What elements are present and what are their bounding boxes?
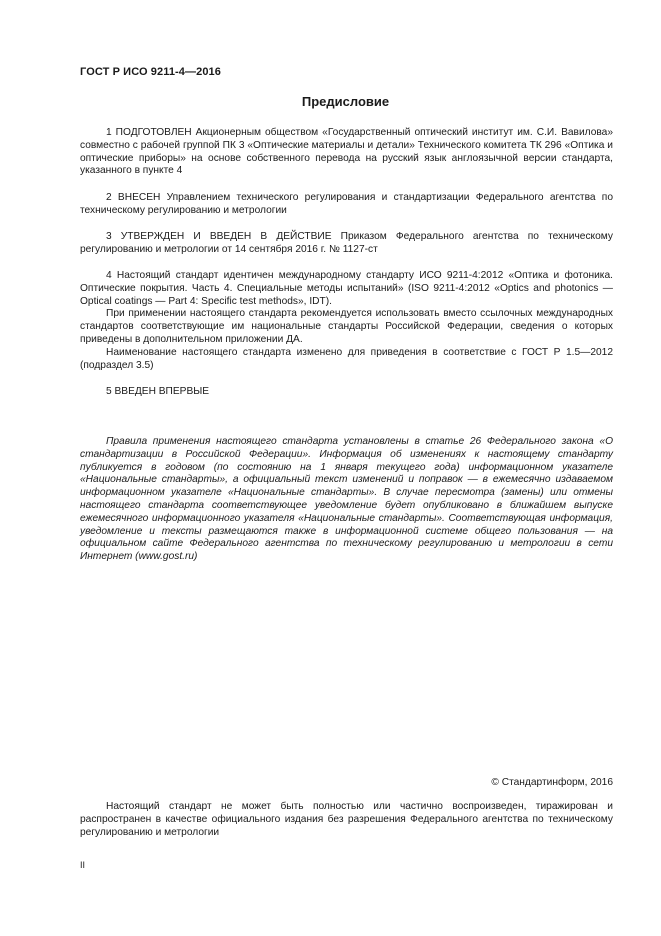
section-2-text: 2 ВНЕСЕН Управлением технического регулирования и стандартизации Федерального агентства по техническому регулированию и метрологии bbox=[80, 192, 613, 216]
section-4 bbox=[80, 270, 613, 372]
section-3 bbox=[80, 231, 613, 257]
rules-notice-text: Правила применения настоящего стандарта установлены в статье 26 Федерального закона «О стандартизации в Российской Федерации». Информация об изменениях к настоящему стандарту публикуется в годовом (по состоянию на 1 января текущего года) информационном указателе «Национальные стандарты», а официальный текст изменений и поправок — в ежемесячно издаваемом информационном указателе «Национальные стандарты». В случае пересмотра (замены) или отмены настоящего стандарта соответствующее уведомление будет опубликовано в ближайшем выпуске ежемесячного информационного указателя «Национальные стандарты». Соответствующая информация, уведомление и тексты размещаются также в информационной системе общего пользования — на официальном сайте Федерального агентства по техническому регулированию и метрологии в сети Интернет (www.gost.ru) bbox=[80, 436, 613, 563]
section-2 bbox=[80, 192, 613, 218]
page-title: Предисловие bbox=[301, 94, 390, 109]
reproduction-notice-text: Настоящий стандарт не может быть полностью или частично воспроизведен, тиражирован и распространен в качестве официального издания без разрешения Федерального агентства по техническому регулированию и метрологии bbox=[80, 801, 613, 838]
copyright: © Стандартинформ, 2016 bbox=[491, 777, 613, 788]
section-5-text: 5 ВВЕДЕН ВПЕРВЫЕ bbox=[106, 386, 210, 397]
section-4-text: 4 Настоящий стандарт идентичен международному стандарту ИСО 9211-4:2012 «Оптика и фотоника. Оптические покрытия. Часть 4. Специальные методы испытаний» (ISO 9211-4:2012 «Optics and photonics — Optical coatings — Part 4: Specific test methods», IDT). bbox=[80, 270, 613, 307]
section-1-text: 1 ПОДГОТОВЛЕН Акционерным обществом «Государственный оптический институт им. С.И. Вавилова» совместно с рабочей группой ПК 3 «Оптические материалы и детали» Технического комитета ТК 296 «Оптика и оптические приборы» на основе собственного перевода на русский язык англоязычной версии стандарта, указанного в пункте 4 bbox=[80, 127, 613, 177]
section-5 bbox=[80, 386, 613, 399]
rules-notice bbox=[80, 436, 613, 564]
reproduction-notice bbox=[80, 801, 613, 839]
section-4-refs-text: При применении настоящего стандарта рекомендуется использовать вместо ссылочных международных стандартов соответствующие им национальные стандарты Российской Федерации, сведения о которых приведены в дополнительном приложении ДА. bbox=[80, 308, 613, 345]
section-3-text: 3 УТВЕРЖДЕН И ВВЕДЕН В ДЕЙСТВИЕ Приказом Федерального агентства по техническому регулированию и метрологии от 14 сентября 2016 г. № 1127-ст bbox=[80, 231, 613, 255]
section-1 bbox=[80, 127, 613, 178]
page-number: II bbox=[80, 860, 86, 870]
section-4-name-text: Наименование настоящего стандарта изменено для приведения в соответствие с ГОСТ Р 1.5—2012 (подраздел 3.5) bbox=[80, 346, 613, 371]
document-code: ГОСТ Р ИСО 9211-4—2016 bbox=[80, 66, 221, 78]
